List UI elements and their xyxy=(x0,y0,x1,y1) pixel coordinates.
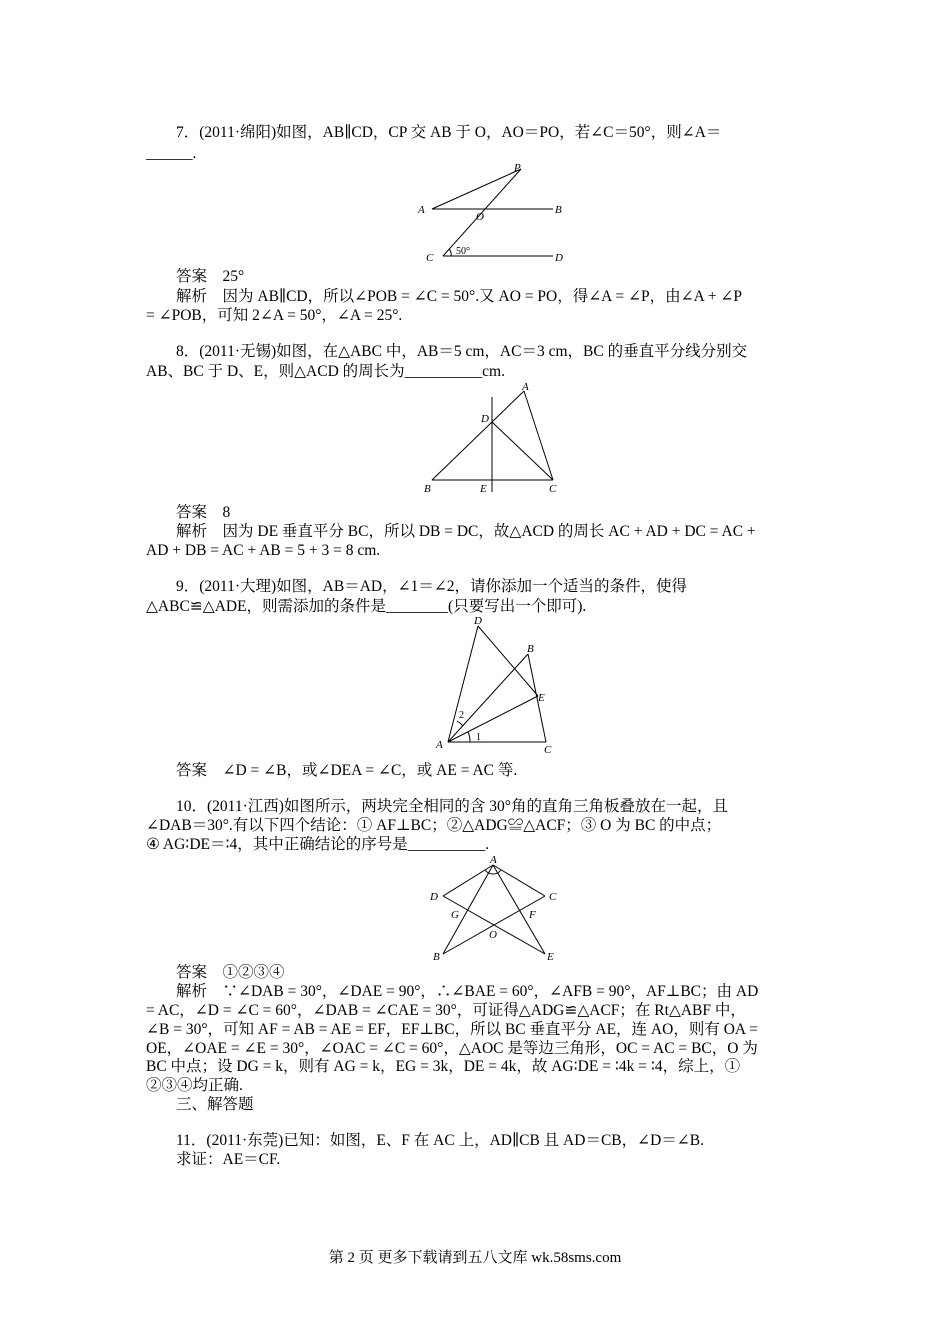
q9-answer: 答案 ∠D = ∠B，或∠DEA = ∠C，或 AE = AC 等. xyxy=(176,762,518,779)
label-c: C xyxy=(426,252,434,264)
q10-answer: 答案 ①②③④ xyxy=(176,964,285,981)
q10-analysis-line2: = AC，∠D = ∠C = 60°，∠DAB = ∠CAE = 30°，可证得△ADG≌△ACF；在 Rt△ABF 中， xyxy=(146,1002,746,1019)
label-d: D xyxy=(555,252,563,264)
label-e: E xyxy=(547,951,554,962)
q7-text-line1: 7．(2011·绵阳)如图，AB∥CD，CP 交 AB 于 O，AO＝PO，若∠C＝50°，则∠A＝ xyxy=(176,124,722,141)
label-d: D xyxy=(430,891,438,903)
label-o: O xyxy=(489,929,497,941)
q8-analysis-line2: AD + DB = AC + AB = 5 + 3 = 8 cm. xyxy=(146,542,381,559)
q10-figure xyxy=(425,852,565,962)
q9-figure xyxy=(428,614,568,756)
label-a: A xyxy=(436,739,443,751)
label-b: B xyxy=(433,951,440,962)
section-heading: 三、解答题 xyxy=(176,1096,254,1113)
label-c: C xyxy=(549,891,557,903)
q8-text-line1: 8．(2011·无锡)如图，在△ABC 中，AB＝5 cm，AC＝3 cm，BC 的垂直平分线分别交 xyxy=(176,343,748,360)
label-b: B xyxy=(555,204,562,216)
q8-analysis-line1: 解析 因为 DE 垂直平分 BC，所以 DB = DC，故△ACD 的周长 AC + AD + DC = AC + xyxy=(176,523,756,540)
q8-figure xyxy=(418,382,568,497)
q10-text-line1: 10．(2011·江西)如图所示，两块完全相同的含 30°角的直角三角板叠放在一起，且 xyxy=(176,798,728,815)
q10-analysis-line1: 解析 ∵∠DAB = 30°，∠DAE = 90°，∴∠BAE = 60°，∠AFB = 90°，AF⊥BC；由 AD xyxy=(176,983,759,1000)
label-angle-1: 1 xyxy=(476,732,481,743)
segment-ad xyxy=(448,626,478,742)
label-a: A xyxy=(522,382,529,393)
page-footer: 第 2 页 更多下载请到五八文库 wk.58sms.com xyxy=(328,1250,622,1266)
label-e: E xyxy=(538,692,545,704)
label-e: E xyxy=(480,483,487,495)
angle-1-arc xyxy=(468,732,470,742)
label-p: P xyxy=(514,162,521,174)
q10-analysis-line5: BC 中点；设 DG = k，则有 AG = k，EG = 3k，DE = 4k，故 AG∶DE = ∶4k = ∶4，综上，① xyxy=(146,1058,741,1075)
line-ap xyxy=(432,169,521,209)
label-c: C xyxy=(549,483,557,495)
segment-ae xyxy=(493,865,545,954)
q8-text-line2: AB、BC 于 D、E，则△ACD 的周长为__________cm. xyxy=(146,363,505,380)
q10-text-line2: ∠DAB＝30°.有以下四个结论：① AF⊥BC；②△ADG≌△ACF；③ O 为 BC 的中点； xyxy=(146,817,722,834)
q8-answer: 答案 8 xyxy=(176,504,231,521)
q10-text-line3: ④ AG∶DE＝∶4，其中正确结论的序号是__________. xyxy=(146,836,490,853)
label-angle-50: 50° xyxy=(456,246,470,257)
label-b: B xyxy=(424,483,431,495)
q9-text-line2: △ABC≌△ADE，则需添加的条件是________(只要写出一个即可). xyxy=(146,598,587,615)
label-o: O xyxy=(476,211,484,223)
label-d: D xyxy=(481,413,489,425)
angle-a-arc xyxy=(485,870,501,874)
segment-ad xyxy=(443,865,493,896)
segment-ac xyxy=(493,865,545,896)
q10-analysis-line4: OE，∠OAE = ∠E = 30°，∠OAC = ∠C = 60°，△AOC 是等边三角形，OC = AC = BC，O 为 xyxy=(146,1040,758,1057)
angle-c-arc xyxy=(449,249,451,256)
q11-text-line1: 11．(2011·东莞)已知：如图，E、F 在 AC 上，AD∥CB 且 AD＝CB，∠D＝∠B. xyxy=(176,1132,705,1149)
q7-text-line2: ______. xyxy=(146,145,197,162)
q11-text-line2: 求证：AE＝CF. xyxy=(176,1151,281,1168)
q9-text-line1: 9．(2011·大理)如图，AB＝AD，∠1＝∠2，请你添加一个适当的条件，使得 xyxy=(176,578,688,595)
q10-analysis-line3: ∠B = 30°，可知 AF = AB = AE = EF，EF⊥BC，所以 BC 垂直平分 AE，连 AO，则有 OA = xyxy=(146,1021,758,1038)
label-c: C xyxy=(544,744,552,756)
q10-analysis-line6: ②③④均正确. xyxy=(146,1077,243,1094)
angle-2-arc xyxy=(457,721,463,726)
label-d: D xyxy=(474,615,482,627)
segment-ba xyxy=(432,391,524,480)
segment-ab xyxy=(448,654,528,742)
label-f: F xyxy=(529,909,536,921)
label-b: B xyxy=(527,643,534,655)
label-a: A xyxy=(490,854,497,866)
q7-analysis-line1: 解析 因为 AB∥CD，所以∠POB = ∠C = 50°.又 AO = PO，得∠A = ∠P，由∠A + ∠P xyxy=(176,288,743,305)
q7-answer: 答案 25° xyxy=(176,268,245,285)
label-angle-2: 2 xyxy=(459,710,464,721)
q7-figure xyxy=(408,160,578,266)
label-g: G xyxy=(451,909,459,921)
q7-analysis-line2: = ∠POB，可知 2∠A = 50°，∠A = 25°. xyxy=(146,307,403,324)
label-a: A xyxy=(418,204,425,216)
